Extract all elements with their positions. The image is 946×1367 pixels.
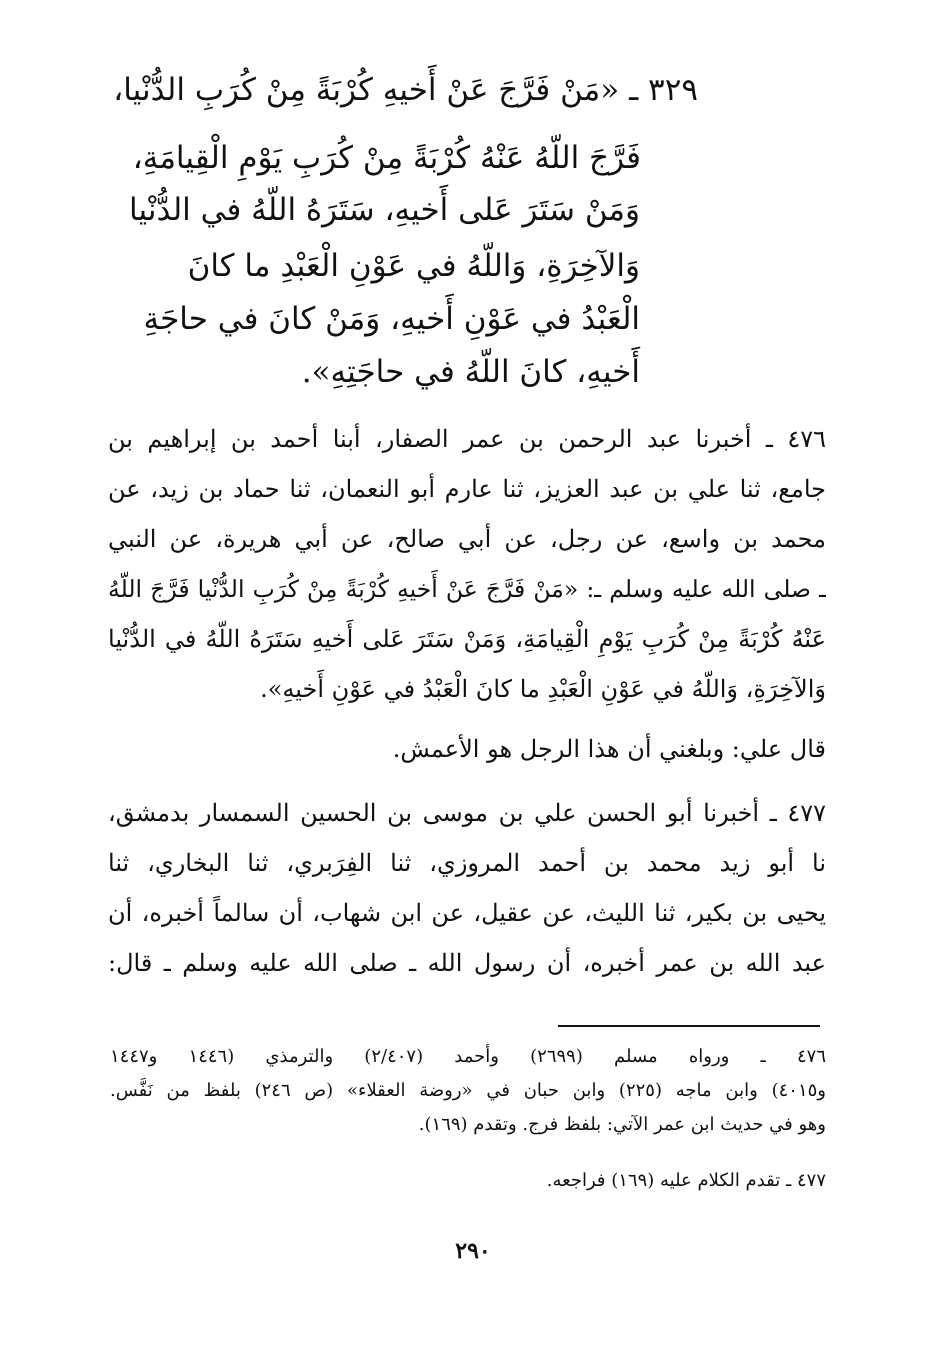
hadith-329-line: ٣٢٩ ـ «مَنْ فَرَّجَ عَنْ أَخيهِ كُرْبَةً مِنْ كُرَبِ الدُّنْيا، <box>113 72 698 108</box>
hadith-476-line: وَالآخِرَةِ، وَاللّهُ في عَوْنِ الْعَبْدِ ما كانَ الْعَبْدُ في عَوْنِ أَخيهِ». <box>260 675 826 703</box>
footnote-divider <box>558 1025 820 1027</box>
footnote-476-line: و٤٠١٥) وابن ماجه (٢٢٥) وابن حبان في «روضة العقلاء» (ص ٢٤٦) بلفظ من نَفَّس. <box>110 1080 826 1101</box>
page-number: ٢٩٠ <box>455 1238 491 1264</box>
ali-note: قال علي: وبلغني أن هذا الرجل هو الأعمش. <box>392 735 826 763</box>
hadith-329-line: وَالآخِرَةِ، وَاللّهُ في عَوْنِ الْعَبْدِ ما كانَ <box>187 248 640 284</box>
hadith-329-line: الْعَبْدُ في عَوْنِ أَخيهِ، وَمَنْ كانَ في حاجَةِ <box>143 301 640 337</box>
hadith-476-line: ٤٧٦ ـ أخبرنا عبد الرحمن بن عمر الصفار، أبنا أحمد بن إبراهيم بن <box>108 425 826 453</box>
hadith-477-line: عبد الله بن عمر أخبره، أن رسول الله ـ صلى الله عليه وسلم ـ قال: <box>108 949 826 977</box>
footnote-476 <box>110 1040 826 1142</box>
footnote-477: ٤٧٧ ـ تقدم الكلام عليه (١٦٩) فراجعه. <box>546 1170 826 1191</box>
hadith-477-paragraph <box>108 788 826 988</box>
footnote-476-line: ٤٧٦ ـ ورواه مسلم (٢٦٩٩) وأحمد (٢/٤٠٧) والترمذي (١٤٤٦ و١٤٤٧ <box>110 1046 826 1067</box>
hadith-476-line: ـ صلى الله عليه وسلم ـ: «مَنْ فَرَّجَ عَنْ أَخيهِ كُرْبَةً مِنْ كُرَبِ الدُّنْيا فَرَّجَ اللّهُ <box>108 575 826 603</box>
hadith-476-paragraph <box>108 414 826 714</box>
hadith-329-line: فَرَّجَ اللّهُ عَنْهُ كُرْبَةً مِنْ كُرَبِ يَوْمِ الْقِيامَةِ، <box>132 140 641 176</box>
hadith-476-line: جامع، ثنا علي بن عبد العزيز، ثنا عارم أبو النعمان، ثنا حماد بن زيد، عن <box>108 475 826 503</box>
hadith-477-line: ٤٧٧ ـ أخبرنا أبو الحسن علي بن موسى بن الحسين السمسار بدمشق، <box>108 799 826 827</box>
hadith-476-line: عَنْهُ كُرْبَةً مِنْ كُرَبِ يَوْمِ الْقِيامَةِ، وَمَنْ سَتَرَ عَلى أَخيهِ سَتَرَهُ اللّهُ في الدُّنْيا <box>108 625 826 653</box>
hadith-476-line: محمد بن واسع، عن رجل، عن أبي صالح، عن أبي هريرة، عن النبي <box>108 525 826 553</box>
hadith-329-line: أَخيهِ، كانَ اللّهُ في حاجَتِهِ». <box>301 354 640 390</box>
hadith-329-line: وَمَنْ سَتَرَ عَلى أَخيهِ، سَتَرَهُ اللّهُ في الدُّنْيا <box>129 192 640 228</box>
footnote-476-line: وهو في حديث ابن عمر الآتي: بلفظ فرج. وتقدم (١٦٩). <box>418 1114 826 1135</box>
hadith-477-line: يحيى بن بكير، ثنا الليث، عن عقيل، عن ابن شهاب، أن سالماً أخبره، أن <box>108 899 826 927</box>
hadith-477-line: نا أبو زيد محمد بن أحمد المروزي، ثنا الفِرَبري، ثنا البخاري، ثنا <box>108 849 826 877</box>
